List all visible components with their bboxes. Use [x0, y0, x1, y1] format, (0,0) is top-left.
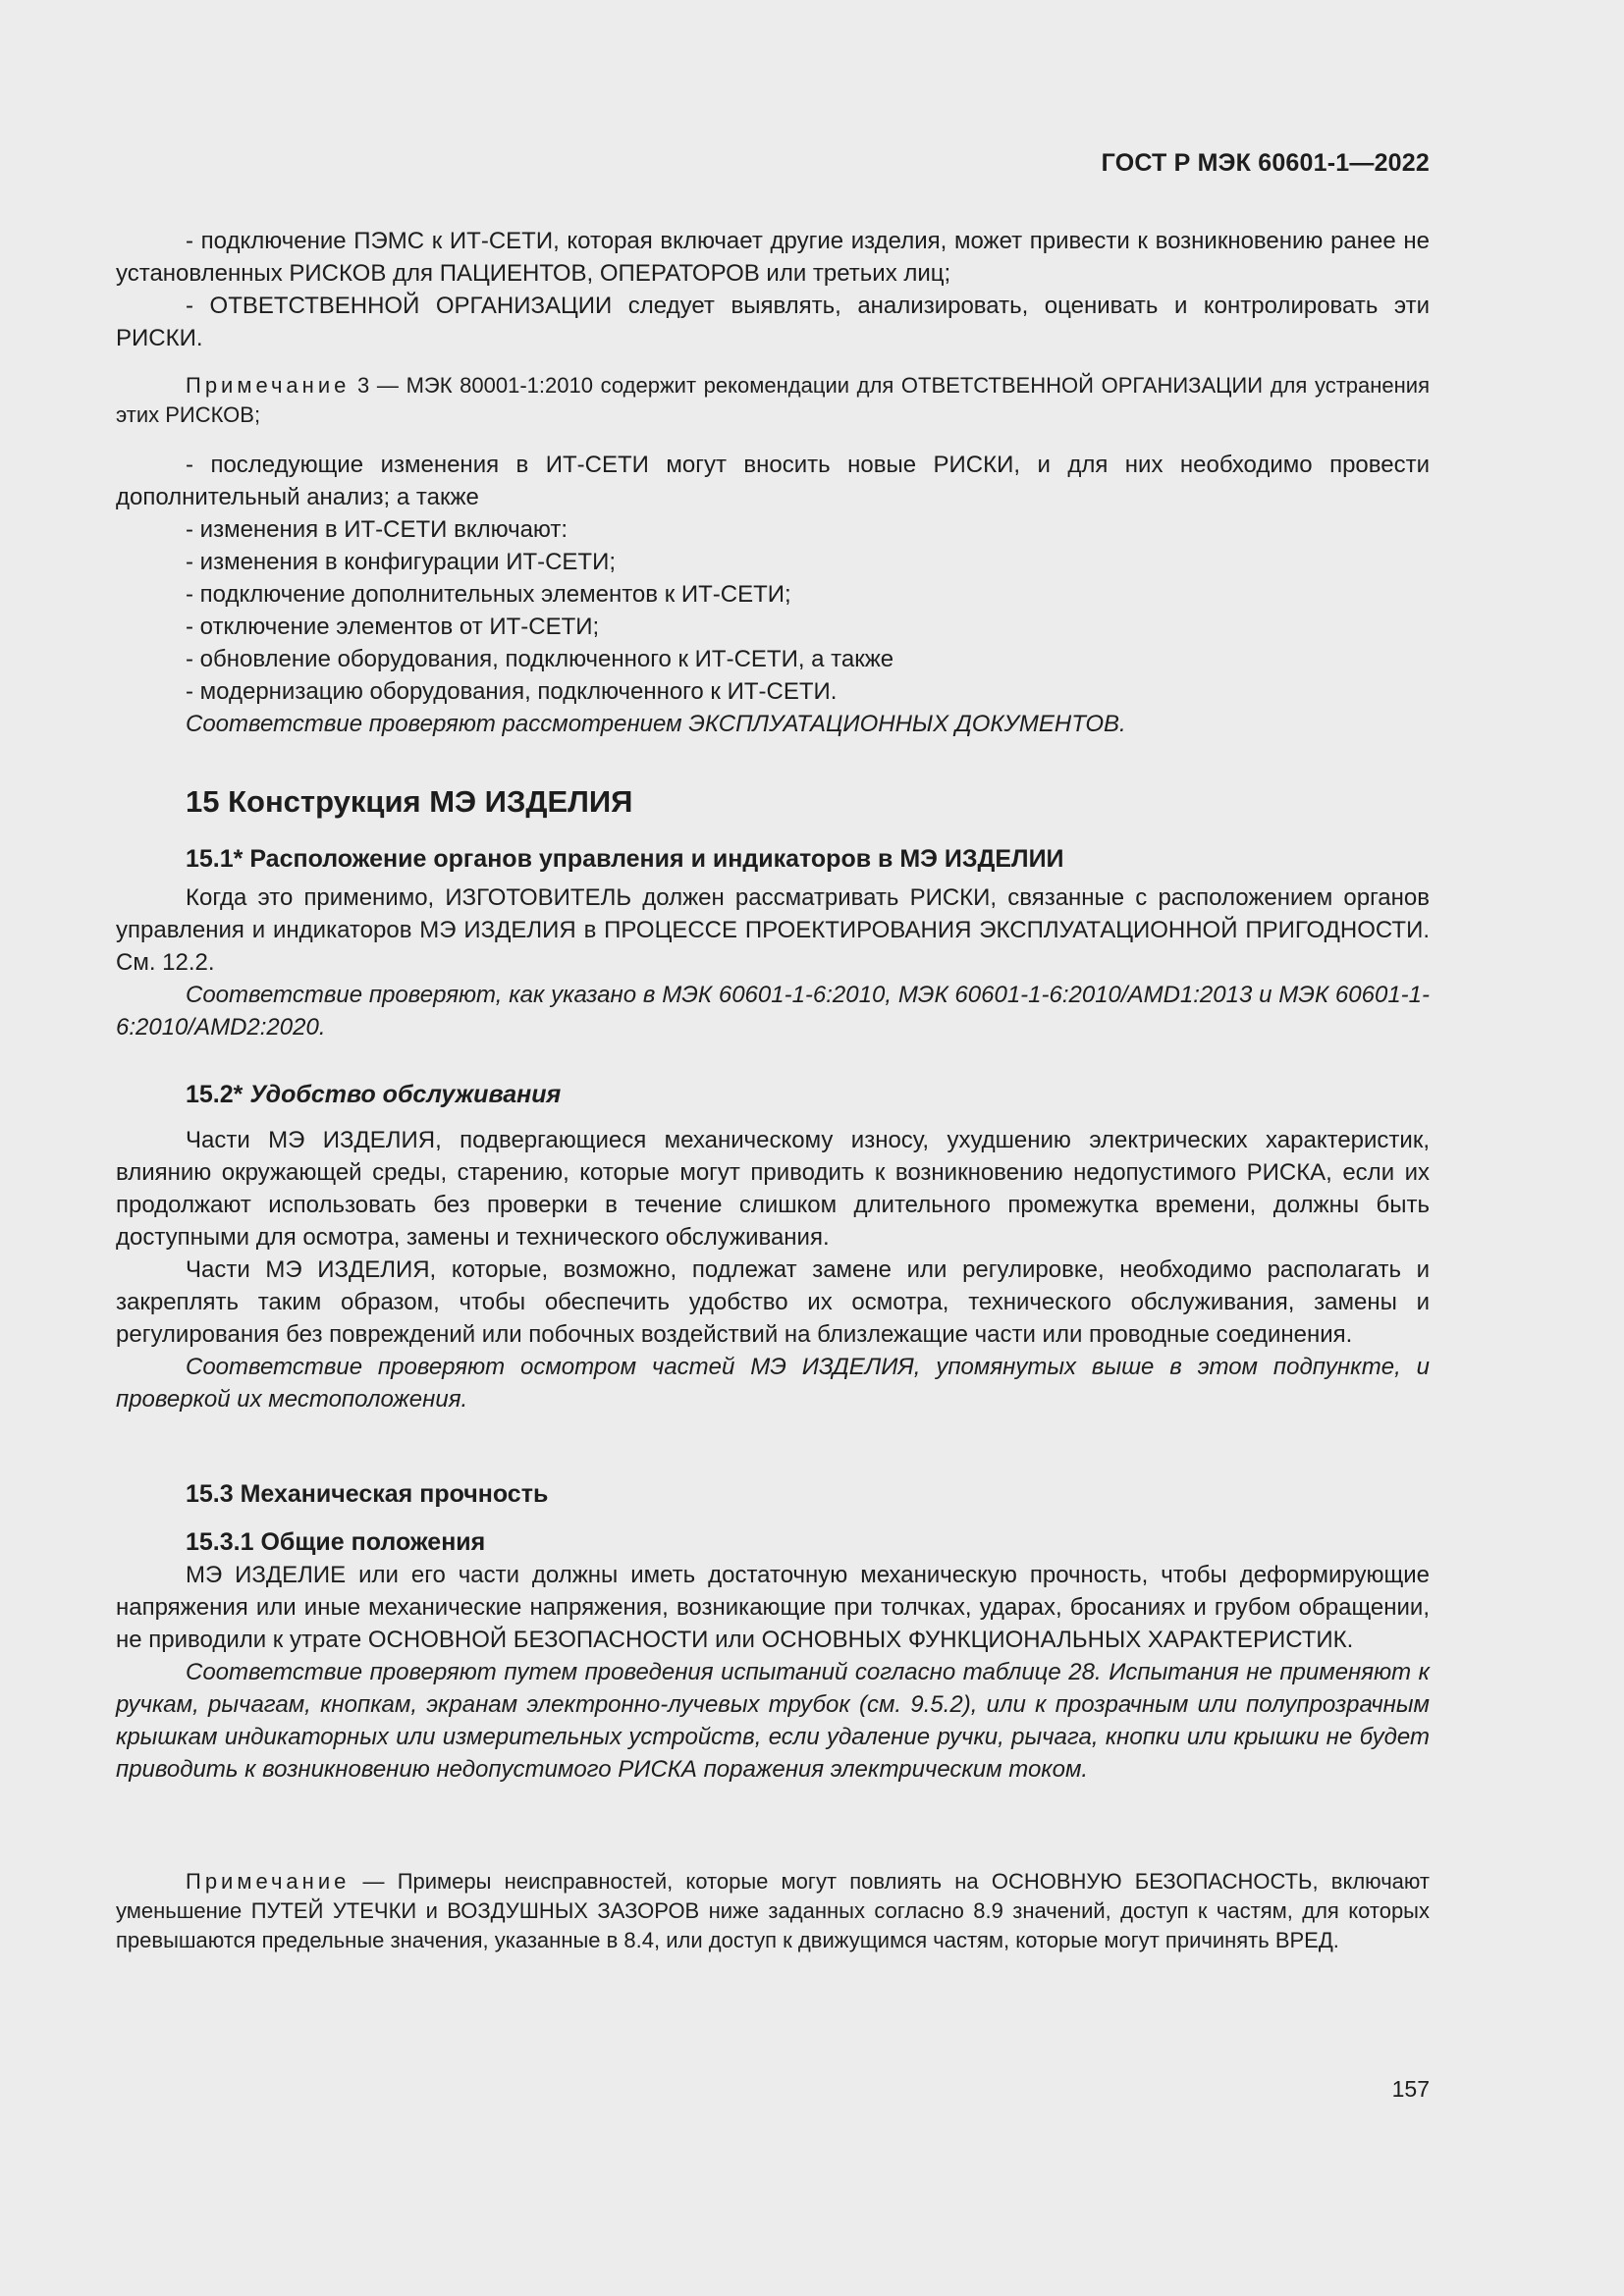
subsection-title	[116, 1078, 1430, 1111]
list-item: - отключение элементов от ИТ-СЕТИ;	[186, 614, 600, 640]
subsection-title: 15.1* Расположение органов управления и индикаторов в МЭ ИЗДЕЛИИ	[186, 845, 1064, 873]
subsection-title: 15.3.1 Общие положения	[186, 1528, 486, 1556]
intro-item-2: - ОТВЕТСТВЕННОЙ ОРГАНИЗАЦИИ следует выявлять, анализировать, оценивать и контролировать эти РИСКИ.	[116, 293, 1430, 351]
note-label: Примечание	[186, 1869, 351, 1894]
document-header: ГОСТ Р МЭК 60601-1—2022	[1101, 149, 1430, 177]
paragraph: Части МЭ ИЗДЕЛИЯ, которые, возможно, подлежат замене или регулировке, необходимо располагать и закреплять таким образом, чтобы обеспечить удобство их осмотра, технического обслуживания, замены и регулирования без повреждений или побочных воздействий на близлежащие части или проводные соединения.	[116, 1256, 1430, 1348]
section-15-heading	[116, 782, 1430, 822]
paragraph: МЭ ИЗДЕЛИЕ или его части должны иметь достаточную механическую прочность, чтобы деформирующие напряжения или иные механические напряжения, возникающие при толчках, ударах, бросаниях и грубом обращении, не приводили к утрате ОСНОВНОЙ БЕЗОПАСНОСТИ или ОСНОВНЫХ ФУНКЦИОНАЛЬНЫХ ХАРАКТЕРИСТИК.	[116, 1562, 1430, 1653]
intro-items-block	[116, 225, 1430, 354]
compliance-text: Соответствие проверяют, как указано в МЭК 60601-1-6:2010, МЭК 60601-1-6:2010/AMD1:2013 и МЭК 60601-1-6:2010/AMD2:2020.	[116, 982, 1430, 1041]
paragraph: Когда это применимо, ИЗГОТОВИТЕЛЬ должен рассматривать РИСКИ, связанные с расположением органов управления и индикаторов МЭ ИЗДЕЛИЯ в ПРОЦЕССЕ ПРОЕКТИРОВАНИЯ ЭКСПЛУАТАЦИОННОЙ ПРИГОДНОСТИ. См. 12.2.	[116, 884, 1430, 976]
section-15-3	[116, 1477, 1430, 1511]
section-15-2	[116, 1078, 1430, 1415]
changes-block	[116, 449, 1430, 740]
section-15-1	[116, 842, 1430, 1043]
compliance-text: Соответствие проверяют рассмотрением ЭКСПЛУАТАЦИОННЫХ ДОКУМЕНТОВ.	[186, 711, 1126, 737]
note-block	[116, 1867, 1430, 1955]
subsection-title-text: Удобство обслуживания	[249, 1081, 562, 1108]
intro-item-3: - последующие изменения в ИТ-СЕТИ могут вносить новые РИСКИ, и для них необходимо провести дополнительный анализ; а также	[116, 452, 1430, 510]
list-item: - изменения в ИТ-СЕТИ включают:	[186, 516, 568, 543]
paragraph: Части МЭ ИЗДЕЛИЯ, подвергающиеся механическому износу, ухудшению электрических характеристик, влиянию окружающей среды, старению, которые могут приводить к возникновению недопустимого РИСКА, если их продолжают использовать без проверки в течение слишком длительного промежутка времени, должны быть доступными для осмотра, замены и технического обслуживания.	[116, 1127, 1430, 1251]
note-3-label: Примечание	[186, 373, 351, 398]
list-item: - подключение дополнительных элементов к ИТ-СЕТИ;	[186, 581, 791, 608]
list-item: - обновление оборудования, подключенного к ИТ-СЕТИ, а также	[186, 646, 894, 672]
subsection-title: 15.3 Механическая прочность	[186, 1480, 549, 1508]
compliance-text: Соответствие проверяют путем проведения испытаний согласно таблице 28. Испытания не применяют к ручкам, рычагам, кнопкам, экранам электронно-лучевых трубок (см. 9.5.2), или к прозрачным или полупрозрачным крышкам индикаторных или измерительных устройств, если удаление ручки, рычага, кнопки или крышки не будет приводить к возникновению недопустимого РИСКА поражения электрическим током.	[116, 1659, 1430, 1783]
note-3-text: 3 — МЭК 80001-1:2010 содержит рекомендации для ОТВЕТСТВЕННОЙ ОРГАНИЗАЦИИ для устранения этих РИСКОВ;	[116, 373, 1430, 427]
intro-item-1: - подключение ПЭМС к ИТ-СЕТИ, которая включает другие изделия, может привести к возникновению ранее не установленных РИСКОВ для ПАЦИЕНТОВ, ОПЕРАТОРОВ или третьих лиц;	[116, 228, 1430, 287]
note-3	[116, 371, 1430, 430]
list-item: - модернизацию оборудования, подключенного к ИТ-СЕТИ.	[186, 678, 838, 705]
list-item: - изменения в конфигурации ИТ-СЕТИ;	[186, 549, 617, 575]
subsection-number: 15.2*	[186, 1081, 244, 1108]
section-title: 15 Конструкция МЭ ИЗДЕЛИЯ	[186, 784, 633, 819]
note-text: — Примеры неисправностей, которые могут повлиять на ОСНОВНУЮ БЕЗОПАСНОСТЬ, включают уменьшение ПУТЕЙ УТЕЧКИ и ВОЗДУШНЫХ ЗАЗОРОВ ниже заданных согласно 8.9 значений, доступ к частям, для которых превышаются предельные значения, указанные в 8.4, или доступ к движущимся частям, которые могут причинять ВРЕД.	[116, 1869, 1430, 1952]
compliance-text: Соответствие проверяют осмотром частей МЭ ИЗДЕЛИЯ, упомянутых выше в этом подпункте, и проверкой их местоположения.	[116, 1354, 1430, 1413]
page-number: 157	[1391, 2076, 1430, 2102]
section-15-3-1	[116, 1525, 1430, 1786]
